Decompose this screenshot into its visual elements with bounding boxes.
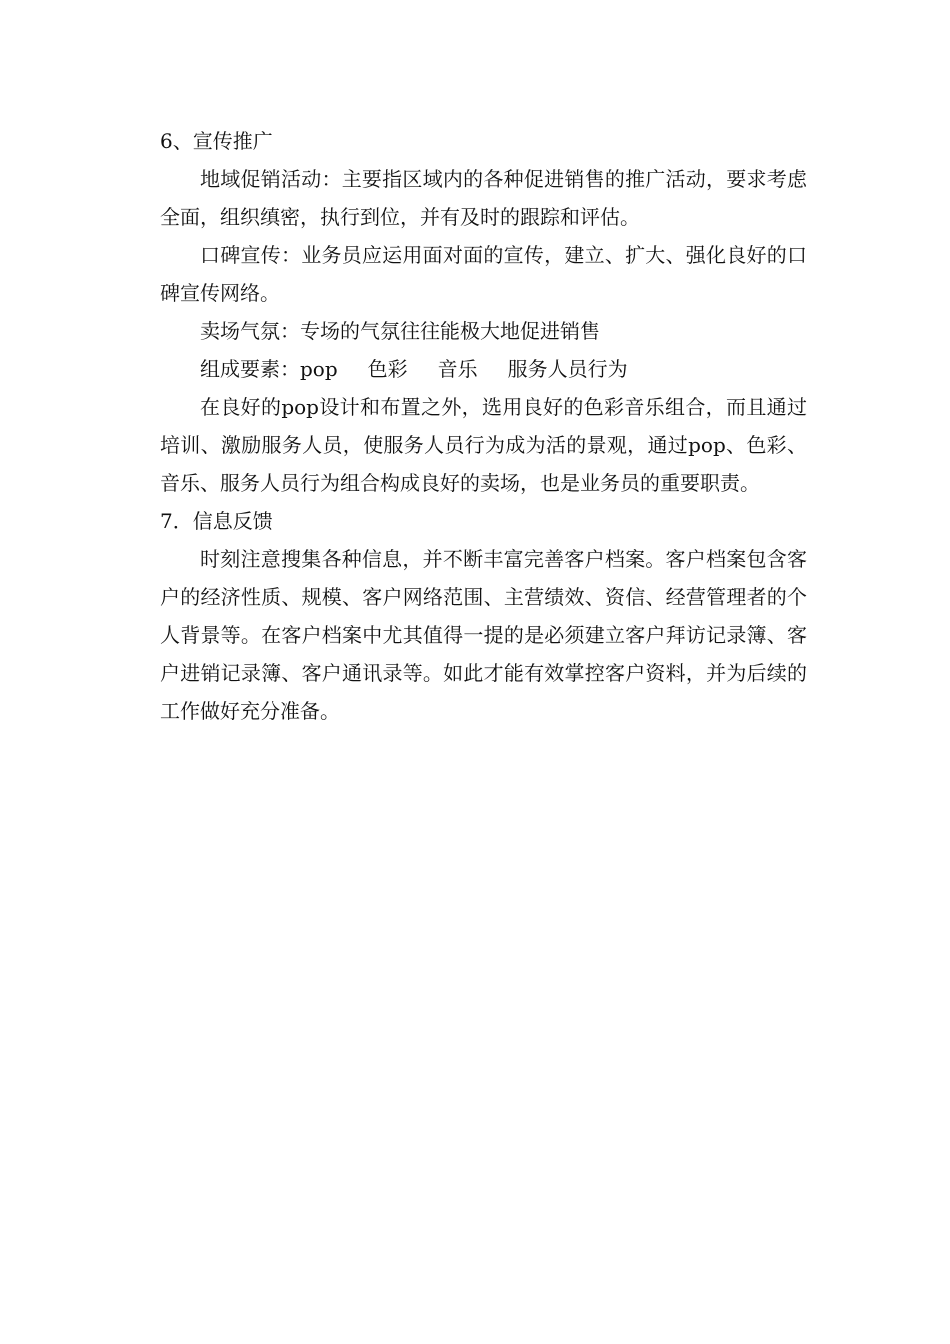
pop-design-paragraph: 在良好的pop设计和布置之外，选用良好的色彩音乐组合，而且通过培训、激励服务人员，使服务人员行为成为活的景观，通过pop、色彩、音乐、服务人员行为组合构成良好的卖场，也是业务员的重要职责。 (160, 395, 807, 495)
element-item-staff-behavior: 服务人员行为 (507, 357, 628, 381)
info-feedback-paragraph: 时刻注意搜集各种信息，并不断丰富完善客户档案。客户档案包含客户的经济性质、规模、客户网络范围、主营绩效、资信、经营管理者的个人背景等。在客户档案中尤其值得一提的是必须建立客户拜访记录簿、客户进销记录簿、客户通讯录等。如此才能有效掌控客户资料，并为后续的工作做好充分准备。 (160, 547, 807, 723)
regional-promotion-paragraph: 地域促销活动：主要指区域内的各种促进销售的推广活动，要求考虑全面，组织缜密，执行到位，并有及时的跟踪和评估。 (160, 167, 807, 229)
store-atmosphere-paragraph: 卖场气氛：专场的气氛往往能极大地促进销售 (200, 319, 600, 343)
word-of-mouth-paragraph: 口碑宣传：业务员应运用面对面的宣传，建立、扩大、强化良好的口碑宣传网络。 (160, 243, 807, 305)
document-page (160, 122, 807, 730)
element-item-color: 色彩 (367, 357, 408, 381)
section-6-heading: 6、宣传推广 (160, 129, 273, 153)
section-7-heading: 7．信息反馈 (160, 509, 273, 533)
element-item-pop: pop (300, 357, 338, 381)
element-item-music: 音乐 (437, 357, 478, 381)
composition-elements-line (160, 350, 807, 388)
composition-elements-label: 组成要素： (200, 357, 300, 381)
